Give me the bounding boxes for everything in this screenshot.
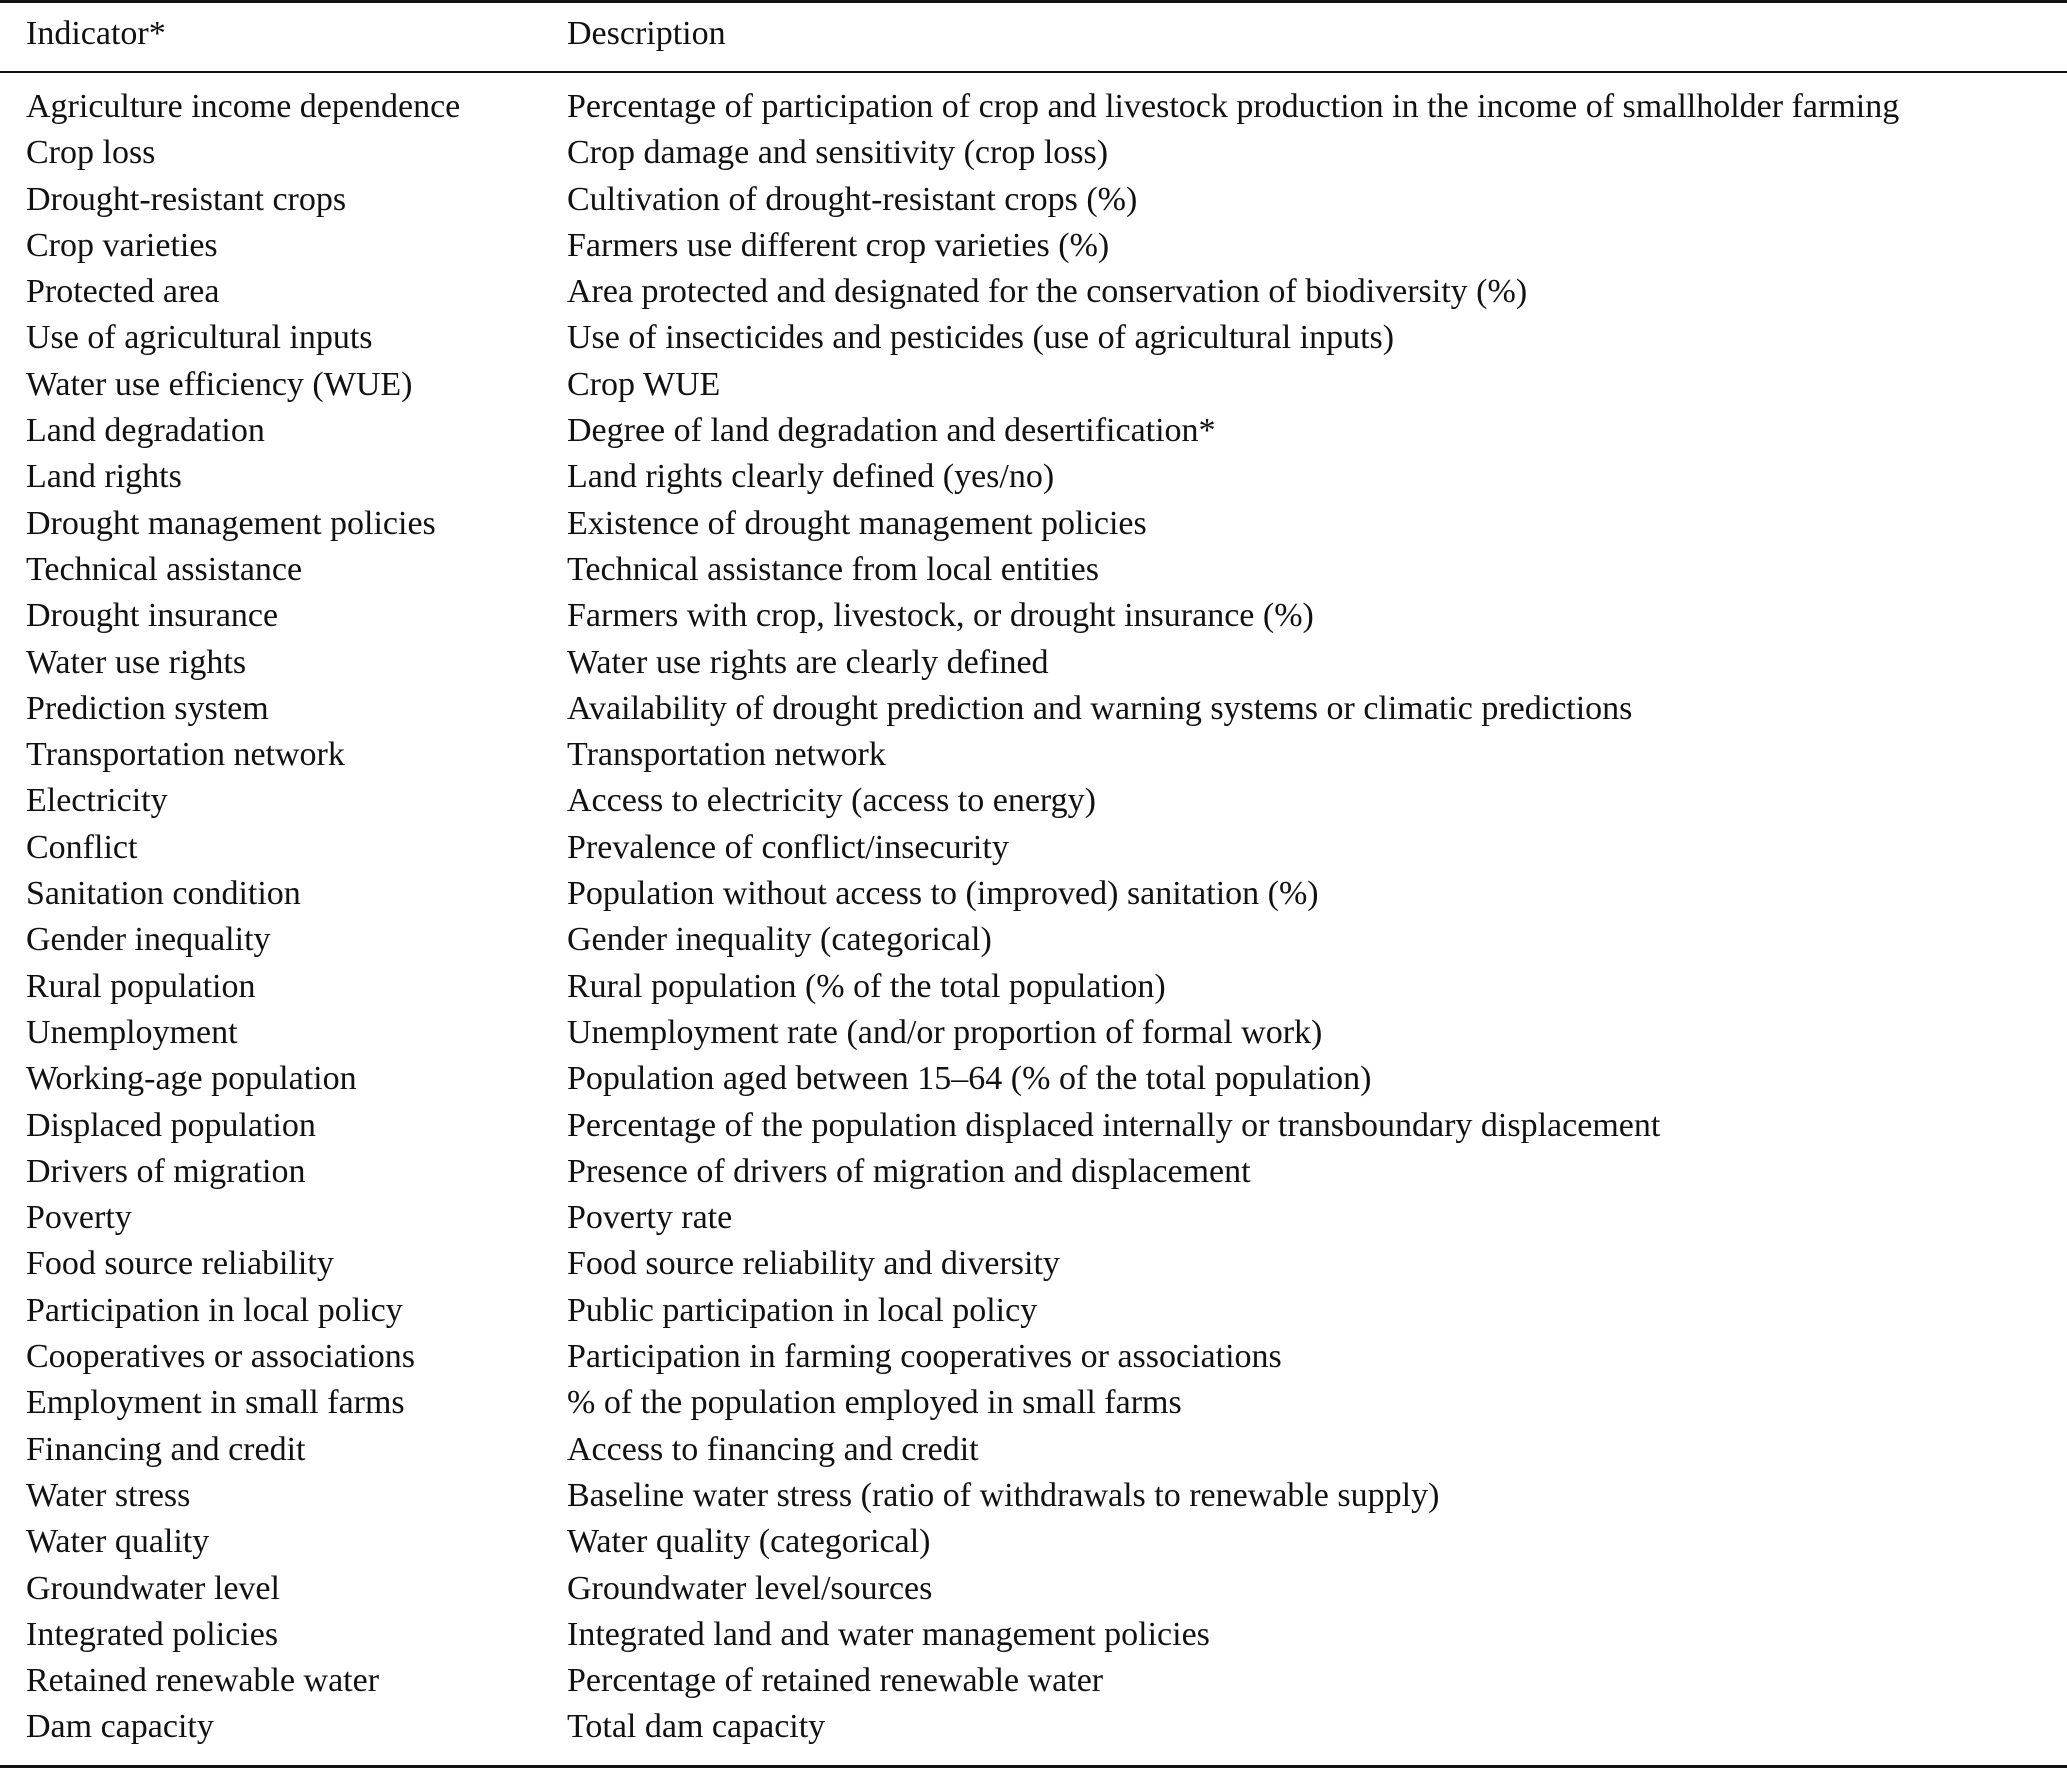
table-row — [0, 315, 2067, 361]
indicator-cell: Unemployment — [26, 1013, 238, 1051]
table-row — [0, 84, 2067, 130]
description-cell: Percentage of participation of crop and livestock production in the income of smallholder farming — [567, 88, 1900, 125]
indicator-cell: Retained renewable water — [26, 1662, 380, 1700]
table-body — [0, 84, 2067, 1751]
indicator-cell: Displaced population — [26, 1106, 316, 1144]
table-row — [0, 1241, 2067, 1287]
table-row — [0, 501, 2067, 547]
table-row — [0, 593, 2067, 639]
table-row — [0, 454, 2067, 500]
description-cell: Population without access to (improved) sanitation (%) — [567, 875, 1319, 913]
table-row — [0, 1380, 2067, 1426]
table-row — [0, 1519, 2067, 1565]
indicator-cell: Protected area — [26, 273, 220, 311]
indicator-cell: Use of agricultural inputs — [26, 319, 373, 357]
indicator-cell: Water use efficiency (WUE) — [26, 365, 413, 403]
indicator-cell: Land degradation — [26, 412, 265, 450]
table-row — [0, 362, 2067, 408]
table-row — [0, 1195, 2067, 1241]
table-row — [0, 1056, 2067, 1102]
description-cell: Technical assistance from local entities — [567, 550, 1099, 588]
description-cell: Crop damage and sensitivity (crop loss) — [567, 134, 1109, 172]
table-row — [0, 732, 2067, 778]
table-row — [0, 825, 2067, 871]
table-row — [0, 1704, 2067, 1750]
description-cell: Area protected and designated for the conservation of biodiversity (%) — [567, 273, 1528, 311]
indicator-cell: Participation in local policy — [26, 1291, 403, 1329]
description-cell: Public participation in local policy — [567, 1291, 1038, 1329]
table-row — [0, 1658, 2067, 1704]
description-cell: Participation in farming cooperatives or associations — [567, 1338, 1282, 1376]
description-cell: Food source reliability and diversity — [567, 1245, 1060, 1283]
indicator-cell: Drought insurance — [26, 597, 279, 635]
indicator-cell: Food source reliability — [26, 1245, 334, 1283]
description-cell: Existence of drought management policies — [567, 504, 1147, 542]
table-row — [0, 269, 2067, 315]
description-cell: Population aged between 15–64 (% of the total population) — [567, 1060, 1372, 1098]
description-cell: Cultivation of drought-resistant crops (%) — [567, 180, 1138, 218]
table-row — [0, 686, 2067, 732]
table-row — [0, 1427, 2067, 1473]
table-row — [0, 547, 2067, 593]
indicator-cell: Employment in small farms — [26, 1384, 405, 1422]
table-row — [0, 871, 2067, 917]
table-row — [0, 1149, 2067, 1195]
indicator-cell: Land rights — [26, 458, 182, 496]
table-row — [0, 1103, 2067, 1149]
indicator-cell: Water use rights — [26, 643, 247, 681]
table-row — [0, 778, 2067, 824]
description-cell: Total dam capacity — [567, 1708, 826, 1746]
indicator-cell: Drivers of migration — [26, 1152, 306, 1190]
table-row — [0, 640, 2067, 686]
description-cell: Integrated land and water management policies — [567, 1615, 1210, 1653]
table-row — [0, 408, 2067, 454]
table-row — [0, 1612, 2067, 1658]
indicator-cell: Water stress — [26, 1476, 191, 1514]
description-cell: Poverty rate — [567, 1199, 733, 1237]
description-cell: Groundwater level/sources — [567, 1569, 933, 1607]
description-cell: Water use rights are clearly defined — [567, 643, 1049, 681]
indicator-cell: Prediction system — [26, 689, 269, 727]
table-row — [0, 1473, 2067, 1519]
indicator-cell: Transportation network — [26, 736, 345, 774]
indicator-cell: Gender inequality — [26, 921, 271, 959]
header-indicator: Indicator* — [26, 15, 166, 52]
description-cell: Availability of drought prediction and warning systems or climatic predictions — [567, 689, 1633, 727]
indicator-cell: Groundwater level — [26, 1569, 280, 1607]
description-cell: Presence of drivers of migration and displacement — [567, 1152, 1251, 1190]
description-cell: Farmers use different crop varieties (%) — [567, 226, 1110, 264]
table-row — [0, 1010, 2067, 1056]
indicator-cell: Crop loss — [26, 134, 156, 172]
description-cell: Rural population (% of the total population) — [567, 967, 1166, 1005]
table-row — [0, 964, 2067, 1010]
top-rule — [0, 0, 2067, 3]
table-row — [0, 177, 2067, 223]
description-cell: Crop WUE — [567, 365, 721, 403]
indicator-cell: Technical assistance — [26, 550, 303, 588]
indicator-cell: Financing and credit — [26, 1430, 306, 1468]
indicator-cell: Cooperatives or associations — [26, 1338, 416, 1376]
table-row — [0, 1334, 2067, 1380]
description-cell: Gender inequality (categorical) — [567, 921, 992, 959]
indicator-cell: Sanitation condition — [26, 875, 301, 913]
description-cell: Percentage of retained renewable water — [567, 1662, 1104, 1700]
indicator-cell: Rural population — [26, 967, 256, 1005]
table-row — [0, 130, 2067, 176]
table-row — [0, 917, 2067, 963]
description-cell: Unemployment rate (and/or proportion of formal work) — [567, 1013, 1323, 1051]
indicator-cell: Electricity — [26, 782, 168, 820]
indicator-cell: Drought-resistant crops — [26, 180, 347, 218]
header-rule — [0, 71, 2067, 73]
indicator-cell: Crop varieties — [26, 226, 218, 264]
description-cell: Access to electricity (access to energy) — [567, 782, 1096, 820]
indicator-cell: Integrated policies — [26, 1615, 279, 1653]
description-cell: Degree of land degradation and desertification* — [567, 412, 1216, 450]
table-row — [0, 223, 2067, 269]
description-cell: Land rights clearly defined (yes/no) — [567, 458, 1055, 496]
description-cell: Farmers with crop, livestock, or drought insurance (%) — [567, 597, 1314, 635]
header-description: Description — [567, 15, 726, 52]
indicator-cell: Poverty — [26, 1199, 132, 1237]
indicator-cell: Water quality — [26, 1523, 210, 1561]
description-cell: Use of insecticides and pesticides (use of agricultural inputs) — [567, 319, 1395, 357]
description-cell: Percentage of the population displaced internally or transboundary displacement — [567, 1106, 1661, 1144]
indicator-cell: Working-age population — [26, 1060, 357, 1098]
description-cell: Prevalence of conflict/insecurity — [567, 828, 1009, 866]
indicator-cell: Dam capacity — [26, 1708, 214, 1746]
description-cell: Access to financing and credit — [567, 1430, 979, 1468]
indicator-cell: Agriculture income dependence — [26, 88, 461, 125]
indicator-cell: Drought management policies — [26, 504, 436, 542]
description-cell: % of the population employed in small farms — [567, 1384, 1182, 1422]
table-row — [0, 1288, 2067, 1334]
table-row — [0, 1566, 2067, 1612]
indicator-cell: Conflict — [26, 828, 138, 866]
description-cell: Water quality (categorical) — [567, 1523, 931, 1561]
description-cell: Baseline water stress (ratio of withdrawals to renewable supply) — [567, 1476, 1440, 1514]
description-cell: Transportation network — [567, 736, 886, 774]
